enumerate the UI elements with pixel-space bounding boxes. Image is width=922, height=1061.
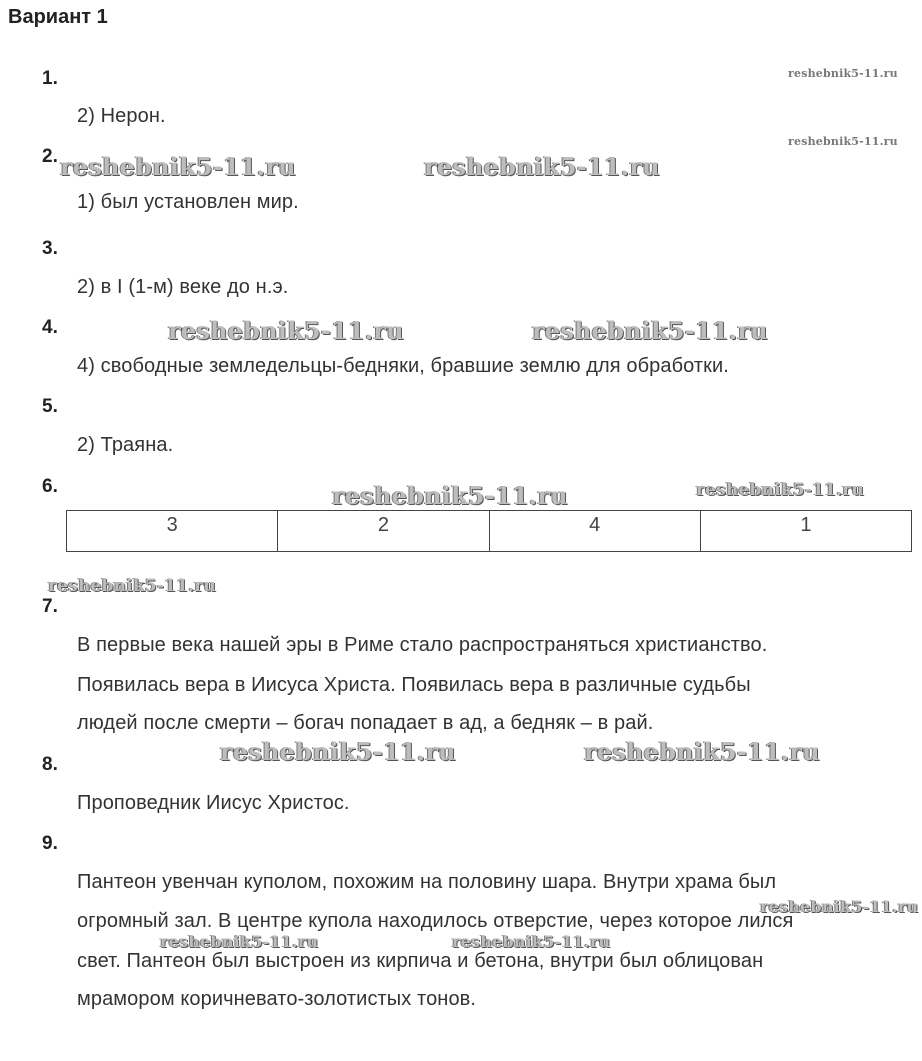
answer-9-line-3: свет. Пантеон был выстроен из кирпича и бетона, внутри был облицован: [77, 950, 764, 972]
watermark: reshebnik5-11.ru: [760, 897, 919, 916]
answer-6-table: [66, 510, 912, 552]
answer-2: 1) был установлен мир.: [77, 191, 299, 213]
watermark: reshebnik5-11.ru: [452, 932, 611, 951]
watermark: reshebnik5-11.ru: [160, 932, 319, 951]
watermark: reshebnik5-11.ru: [696, 480, 864, 500]
watermark: reshebnik5-11.ru: [332, 481, 568, 510]
answer-9-line-2: огромный зал. В центре купола находилось отверстие, через которое лился: [77, 910, 794, 932]
answer-3: 2) в I (1-м) веке до н.э.: [77, 276, 289, 298]
answer-7-line-1: В первые века нашей эры в Риме стало распространяться христианство.: [77, 634, 768, 656]
watermark: reshebnik5-11.ru: [532, 316, 768, 345]
answer-5: 2) Траяна.: [77, 434, 174, 456]
question-number-1: 1.: [42, 68, 58, 89]
question-number-5: 5.: [42, 396, 58, 417]
watermark: reshebnik5-11.ru: [220, 737, 456, 766]
answer-7-line-3: людей после смерти – богач попадает в ад, а бедняк – в рай.: [77, 712, 654, 734]
answer-8: Проповедник Иисус Христос.: [77, 792, 350, 814]
watermark: reshebnik5-11.ru: [788, 67, 898, 80]
watermark: reshebnik5-11.ru: [168, 316, 404, 345]
question-number-9: 9.: [42, 833, 58, 854]
question-number-8: 8.: [42, 754, 58, 775]
answer-4: 4) свободные земледельцы-бедняки, бравшие землю для обработки.: [77, 355, 729, 377]
watermark: reshebnik5-11.ru: [424, 152, 660, 181]
table-cell: 3: [67, 511, 278, 552]
table-row: [67, 511, 912, 552]
watermark: reshebnik5-11.ru: [60, 152, 296, 181]
answer-1: 2) Нерон.: [77, 105, 166, 127]
table-cell: 2: [278, 511, 489, 552]
question-number-7: 7.: [42, 596, 58, 617]
answer-9-line-1: Пантеон увенчан куполом, похожим на половину шара. Внутри храма был: [77, 871, 777, 893]
watermark: reshebnik5-11.ru: [788, 135, 898, 148]
question-number-2: 2.: [42, 146, 58, 167]
watermark: reshebnik5-11.ru: [48, 576, 216, 596]
page-title: Вариант 1: [8, 6, 108, 28]
watermark: reshebnik5-11.ru: [584, 737, 820, 766]
table-cell: 4: [489, 511, 700, 552]
answer-9-line-4: мрамором коричневато-золотистых тонов.: [77, 988, 477, 1010]
table-cell: 1: [700, 511, 911, 552]
question-number-6: 6.: [42, 476, 58, 497]
question-number-3: 3.: [42, 238, 58, 259]
question-number-4: 4.: [42, 317, 58, 338]
answer-7-line-2: Появилась вера в Иисуса Христа. Появилась вера в различные судьбы: [77, 674, 751, 696]
